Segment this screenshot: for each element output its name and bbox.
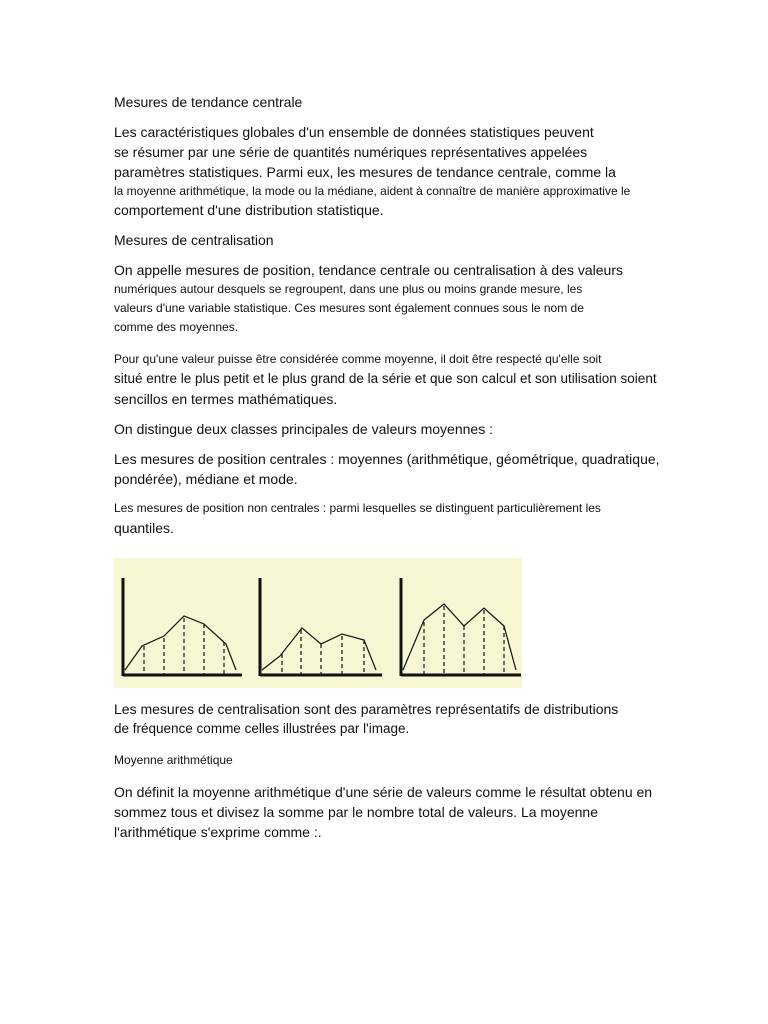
text-line: situé entre le plus petit et le plus grand de la série et que son calcul et son utilisation soient — [114, 371, 657, 386]
paragraph-central-measures — [114, 449, 714, 489]
panel2-curve — [262, 628, 376, 670]
text-line: comme des moyennes. — [114, 320, 239, 334]
text-line: Les mesures de position centrales : moyennes (arithmétique, géométrique, quadratique, — [114, 451, 660, 467]
text-line: comportement d'une distribution statistique. — [114, 202, 384, 218]
panel1-curve — [125, 616, 236, 670]
text-line: pondérée), médiane et mode. — [114, 471, 298, 487]
text-line: Les mesures de centralisation sont des paramètres représentatifs de distributions — [114, 701, 619, 717]
panel3-dashed-lines — [424, 606, 504, 674]
panel1-dashed-lines — [144, 618, 224, 674]
paragraph-intro — [114, 122, 714, 220]
panel3-curve — [403, 604, 516, 670]
paragraph-condition — [114, 349, 714, 409]
section-title: Mesures de tendance centrale — [114, 94, 303, 110]
distribution-figure — [114, 558, 522, 688]
paragraph-non-central-measures — [114, 499, 714, 538]
text-line: valeurs d'une variable statistique. Ces mesures sont également connues sous le nom de — [114, 301, 584, 315]
text-line: l'arithmétique s'exprime comme :. — [114, 824, 322, 840]
document-body — [114, 92, 714, 538]
text-line: Les caractéristiques globales d'un ensemble de données statistiques peuvent — [114, 124, 594, 140]
text-line: numériques autour desquels se regroupent, dans une plus ou moins grande mesure, les — [114, 282, 583, 296]
distribution-curves — [114, 558, 522, 688]
document-body-continued — [114, 699, 714, 842]
paragraph-definition — [114, 260, 714, 337]
text-line: On appelle mesures de position, tendance centrale ou centralisation à des valeurs — [114, 262, 623, 278]
paragraph-classes: On distingue deux classes principales de valeurs moyennes : — [114, 421, 493, 437]
section-heading-arithmetic-mean: Moyenne arithmétique — [114, 753, 233, 767]
text-line: On définit la moyenne arithmétique d'une série de valeurs comme le résultat obtenu en — [114, 784, 653, 800]
text-line: sencillos en termes mathématiques. — [114, 391, 338, 407]
text-line: la moyenne arithmétique, la mode ou la médiane, aident à connaître de manière approximative le — [114, 184, 631, 198]
text-line: de fréquence comme celles illustrées par l'image. — [114, 721, 410, 736]
section-heading-centralisation: Mesures de centralisation — [114, 232, 274, 248]
paragraph-figure-caption — [114, 699, 714, 739]
text-line: se résumer par une série de quantités numériques représentatives appelées — [114, 144, 588, 160]
paragraph-arithmetic-mean — [114, 782, 714, 842]
text-line: Pour qu'une valeur puisse être considérée comme moyenne, il doit être respecté qu'elle soit — [114, 352, 602, 366]
text-line: paramètres statistiques. Parmi eux, les mesures de tendance centrale, comme la — [114, 164, 616, 180]
text-line: Les mesures de position non centrales : parmi lesquelles se distinguent particulièrement les — [114, 501, 601, 515]
text-line: sommez tous et divisez la somme par le nombre total de valeurs. La moyenne — [114, 804, 599, 820]
text-line: quantiles. — [114, 520, 174, 536]
